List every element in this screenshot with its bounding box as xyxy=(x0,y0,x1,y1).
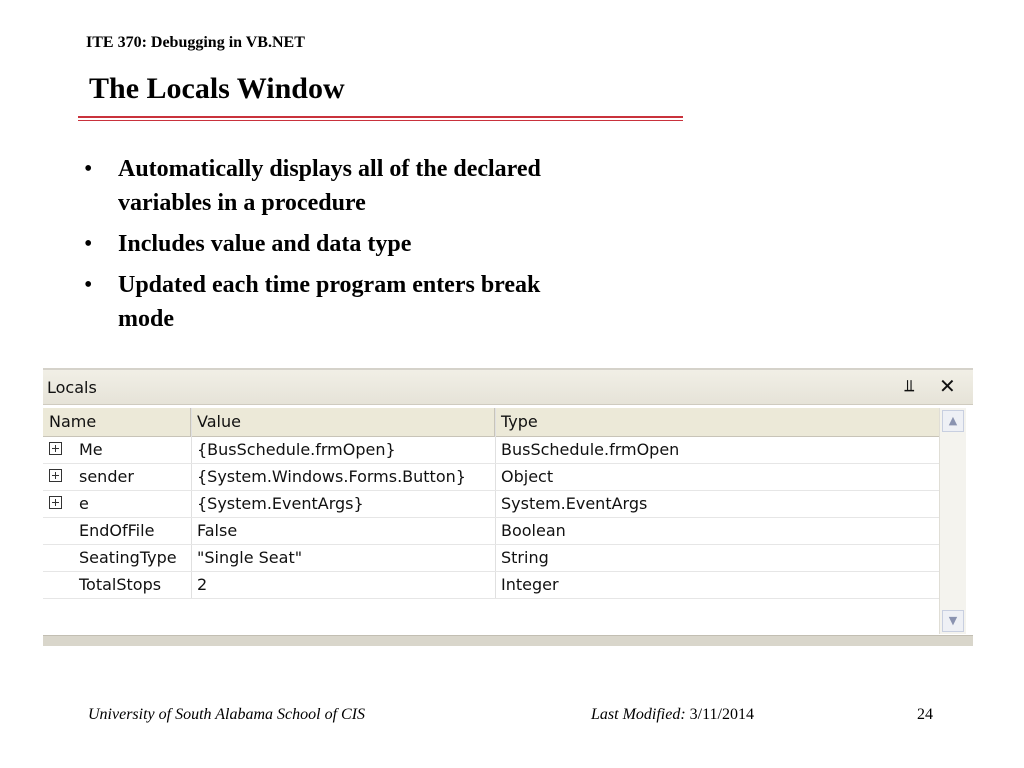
last-modified-label: Last Modified: xyxy=(591,706,686,723)
variable-value[interactable]: {BusSchedule.frmOpen} xyxy=(197,440,396,459)
locals-window xyxy=(43,368,973,646)
variable-type: String xyxy=(501,548,549,567)
variable-value[interactable]: 2 xyxy=(197,575,208,594)
variable-value[interactable]: {System.EventArgs} xyxy=(197,494,364,513)
variable-type: BusSchedule.frmOpen xyxy=(501,440,680,459)
column-header-type[interactable]: Type xyxy=(501,412,538,431)
title-rule xyxy=(78,116,683,118)
bullet-list xyxy=(78,152,578,343)
course-title: ITE 370: Debugging in VB.NET xyxy=(86,34,305,51)
variable-name: SeatingType xyxy=(79,548,177,567)
chevron-down-icon[interactable]: ▼ xyxy=(942,610,964,632)
bullet-item xyxy=(78,227,578,261)
grid-header xyxy=(43,408,939,437)
table-row[interactable] xyxy=(43,464,939,491)
footer-school: University of South Alabama School of CIS xyxy=(88,706,366,723)
variable-name: Me xyxy=(79,440,103,459)
variable-type: Boolean xyxy=(501,521,566,540)
variable-value[interactable]: False xyxy=(197,521,238,540)
last-modified-date: 3/11/2014 xyxy=(685,706,754,723)
plus-box-icon[interactable] xyxy=(49,496,62,509)
table-row[interactable] xyxy=(43,518,939,545)
bullet-dot: • xyxy=(84,272,93,298)
bullet-text: Includes value and data type xyxy=(118,231,412,257)
close-icon[interactable]: ✕ xyxy=(939,374,956,398)
locals-title-bar xyxy=(43,370,973,405)
column-header-name[interactable]: Name xyxy=(43,408,191,436)
pin-icon[interactable]: ⫫ xyxy=(905,376,914,395)
slide-title: The Locals Window xyxy=(89,72,345,105)
column-header-value[interactable]: Value xyxy=(191,408,495,436)
bullet-dot: • xyxy=(84,156,93,182)
locals-rows xyxy=(43,437,939,599)
bullet-item xyxy=(78,268,578,336)
bullet-dot: • xyxy=(84,231,93,257)
table-row[interactable] xyxy=(43,491,939,518)
bullet-text: Updated each time program enters break mode xyxy=(118,272,541,332)
page-number: 24 xyxy=(917,706,933,723)
table-row[interactable] xyxy=(43,572,939,599)
variable-type: System.EventArgs xyxy=(501,494,648,513)
table-row[interactable] xyxy=(43,545,939,572)
title-rule-thin xyxy=(78,120,683,121)
chevron-up-icon[interactable]: ▲ xyxy=(942,410,964,432)
table-row[interactable] xyxy=(43,437,939,464)
locals-title: Locals xyxy=(47,378,97,397)
variable-name: TotalStops xyxy=(79,575,162,594)
variable-value[interactable]: "Single Seat" xyxy=(197,548,303,567)
bullet-item xyxy=(78,152,578,220)
plus-box-icon[interactable] xyxy=(49,442,62,455)
variable-name: e xyxy=(79,494,89,513)
plus-box-icon[interactable] xyxy=(49,469,62,482)
variable-name: sender xyxy=(79,467,134,486)
variable-name: EndOfFile xyxy=(79,521,155,540)
variable-type: Integer xyxy=(501,575,559,594)
variable-value[interactable]: {System.Windows.Forms.Button} xyxy=(197,467,466,486)
window-bottom-edge xyxy=(43,635,973,646)
bullet-text: Automatically displays all of the declared variables in a procedure xyxy=(118,156,541,216)
variable-type: Object xyxy=(501,467,554,486)
vertical-scrollbar[interactable] xyxy=(939,408,966,634)
footer-last-modified xyxy=(591,706,754,724)
